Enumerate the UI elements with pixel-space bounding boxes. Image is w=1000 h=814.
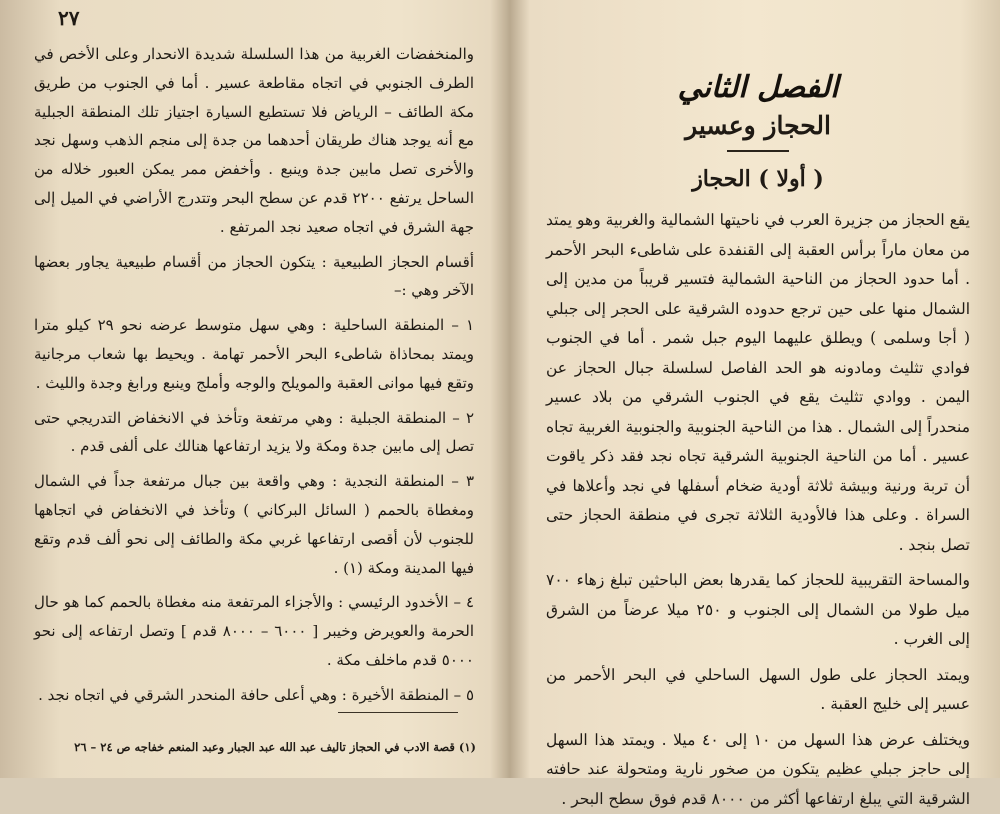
paragraph: أقسام الحجاز الطبيعية : يتكون الحجاز من أقسام طبيعية يجاور بعضها الآخر وهي :– [34,248,474,306]
chapter-title: الحجاز وعسير [546,111,970,140]
paragraph: والمساحة التقريبية للحجاز كما يقدرها بعض الباحثين تبلغ زهاء ٧٠٠ ميل طولا من الشمال إلى الجنوب و ٢٥٠ ميلا عرضاً من الشرق إلى الغرب . [546,566,970,655]
left-page [0,0,500,778]
paragraph: ٢ – المنطقة الجبلية : وهي مرتفعة وتأخذ في الانخفاض التدريجي حتى تصل إلى مابين جدة ومكة ولا يزيد ارتفاعها هنالك على ألفى قدم . [34,404,474,462]
footnote-divider [338,712,458,713]
paragraph: ويختلف عرض هذا السهل من ١٠ إلى ٤٠ ميلا . ويمتد هذا السهل إلى حاجز جبلي عظيم يتكون من صخور نارية ومتحولة عند حافته الشرقية التي يبلغ ارتفاعها أكثر من ٨٠٠٠ قدم فوق سطح البحر . [546,726,970,814]
paragraph: ٥ – المنطقة الأخيرة : وهي أعلى حافة المنحدر الشرقي في اتجاه نجد . [34,681,474,710]
paragraph: ٣ – المنطقة النجدية : وهي واقعة بين جبال مرتفعة جداً في الشمال ومغطاة بالحمم ( السائل البركاني ) وتأخذ في الانخفاض في اتجاهها للجنوب لأن أقصى ارتفاعها غربي مكة والطائف إلى نحو ألف قدم وتقع فيها المدينة ومكة (١) . [34,467,474,582]
paragraph: والمنخفضات الغربية من هذا السلسلة شديدة الانحدار وعلى الأخص في الطرف الجنوبي في اتجاه مقاطعة عسير . أما في الجنوب من طريق مكة الطائف – الرياض فلا تستطيع السيارة اجتياز تلك المنطقة الجبلية مع أنه يوجد هناك طريقان أحدهما من جدة إلى منجم الذهب وسهل نجد والأخرى تصل مابين جدة وينبع . وأخفض ممر يمكن العبور خلاله من الساحل يرتفع ٢٢٠٠ قدم عن سطح البحر وتتدرج الأراضي في الميل إلى جهة الشرق في اتجاه صعيد نجد المرتفع . [34,40,474,242]
section-heading: ( أولا ) الحجاز [546,166,970,192]
chapter-heading: الفصل الثاني [546,70,970,105]
paragraph: ١ – المنطقة الساحلية : وهي سهل متوسط عرضه نحو ٢٩ كيلو مترا ويمتد بمحاذاة شاطىء البحر الأحمر تهامة . ويحيط بها شعاب مرجانية وتقع فيها موانى العقبة والمويلح والوجه وأملج وينبع ورابغ وجدة والليث . [34,311,474,397]
page-number: ٢٧ [58,6,79,30]
paragraph: ويمتد الحجاز على طول السهل الساحلي في البحر الأحمر من عسير إلى خليج العقبة . [546,661,970,720]
right-page [510,0,1000,778]
footnote: (١) قصة الادب في الحجاز تاليف عبد الله عبد الجبار وعبد المنعم خفاجه ص ٢٤ – ٢٦ [40,740,476,754]
paragraph: ٤ – الأخدود الرئيسي : والأجزاء المرتفعة منه مغطاة بالحمم كما هو حال الحرمة والعويرض وخيبر [ ٦٠٠٠ – ٨٠٠٠ قدم ] وتصل ارتفاعه إلى نحو ٥٠٠٠ قدم ماخلف مكة . [34,588,474,674]
paragraph: يقع الحجاز من جزيرة العرب في ناحيتها الشمالية والغربية وهو يمتد من معان ماراً برأس العقبة إلى القنفدة على شاطىء البحر الأحمر . أما حدود الحجاز من الناحية الشمالية فتسير قريباً من مدين إلى الشمال منها على حين ترجع حدوده الشرقية على الحجر إلى جبلي ( أجا وسلمى ) ويطلق عليهما اليوم جبل شمر . أما في الجنوب فوادي تثليث ومادونه هو الحد الفاصل لسلسلة جبال الحجاز عن اليمن . ووادي تثليث يقع في الجنوب الشرقي من بلاد عسير منحدراً إلى الشمال . هذا من الناحية الجنوبية والجنوبية الغربية تجاه عسير . أما من الناحية الجنوبية الشرقية تجاه نجد فقد ذكر ياقوت أن تربة ورنية وبيشة ثلاثة أودية ضخام أسفلها في نجد وأعلاها في السراة . وعلى هذا فالأودية الثلاثة تجرى في منطقة الحجاز حتى تصل بنجد . [546,206,970,560]
title-divider [727,150,789,152]
